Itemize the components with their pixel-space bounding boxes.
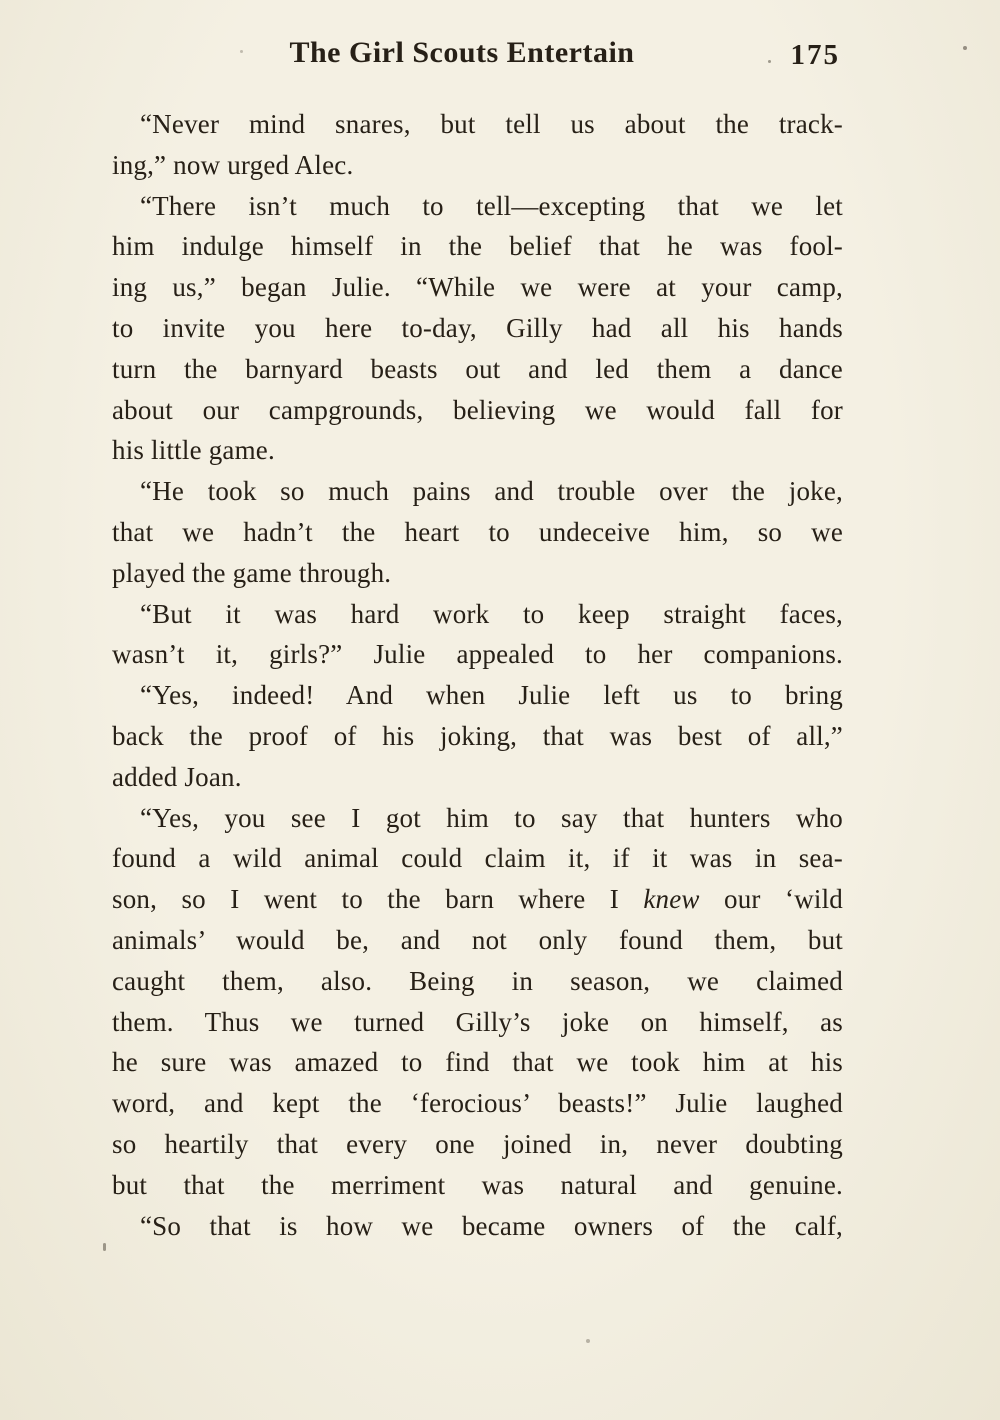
text-line: “But it was hard work to keep straight faces, [140, 598, 843, 629]
text-line: “Yes, indeed! And when Julie left us to bring [140, 680, 843, 711]
text-line: caught them, also. Being in season, we claimed [112, 965, 843, 996]
text-line: but that the merriment was natural and genuine. [112, 1169, 843, 1200]
text-line: he sure was amazed to find that we took him at his [112, 1047, 843, 1078]
text-line: “So that is how we became owners of the calf, [140, 1210, 843, 1241]
page-number: 175 [790, 39, 840, 71]
paragraph [112, 104, 843, 186]
paragraph [112, 186, 843, 472]
text-segment: our ‘wild [699, 884, 844, 915]
text-segment: son, so I went to the barn where I [112, 884, 644, 915]
text-line: wasn’t it, girls?” Julie appealed to her companions. [112, 639, 843, 670]
text-line: “There isn’t much to tell—excepting that we let [140, 190, 843, 221]
text-line: added Joan. [112, 761, 242, 792]
text-line: word, and kept the ‘ferocious’ beasts!” Julie laughed [112, 1088, 843, 1119]
text-line: to invite you here to-day, Gilly had all his hands [112, 312, 843, 343]
page-header [112, 36, 840, 78]
scan-artifact [586, 1339, 590, 1343]
page-text [112, 104, 843, 1246]
text-line: “Never mind snares, but tell us about the track- [140, 109, 843, 139]
text-line: found a wild animal could claim it, if it was in sea- [112, 843, 843, 874]
paragraph [112, 594, 843, 676]
text-line: so heartily that every one joined in, never doubting [112, 1128, 843, 1159]
text-line: “He took so much pains and trouble over the joke, [140, 476, 843, 507]
text-line: that we hadn’t the heart to undeceive him, so we [112, 516, 843, 547]
paragraph [112, 675, 843, 797]
paragraph [112, 798, 843, 1206]
italic-word: knew [643, 884, 700, 915]
paragraph [112, 471, 843, 593]
scan-artifact [240, 50, 243, 53]
text-line [112, 879, 843, 920]
text-line: turn the barnyard beasts out and led them a dance [112, 353, 843, 384]
scan-artifact [963, 46, 967, 50]
text-line: “Yes, you see I got him to say that hunters who [140, 802, 843, 833]
text-line: him indulge himself in the belief that he was fool- [112, 231, 843, 262]
paragraph [112, 1206, 843, 1247]
text-line: played the game through. [112, 557, 392, 588]
text-line: them. Thus we turned Gilly’s joke on himself, as [112, 1006, 843, 1037]
scan-artifact [768, 60, 771, 63]
text-line: back the proof of his joking, that was best of all,” [112, 720, 843, 751]
running-title: The Girl Scouts Entertain [289, 36, 635, 69]
text-line: ing us,” began Julie. “While we were at your camp, [112, 272, 843, 303]
text-line: animals’ would be, and not only found them, but [112, 924, 843, 955]
text-line: about our campgrounds, believing we would fall for [112, 394, 843, 425]
text-line: ing,” now urged Alec. [112, 149, 354, 180]
text-line: his little game. [112, 435, 275, 466]
scan-artifact [103, 1243, 106, 1251]
